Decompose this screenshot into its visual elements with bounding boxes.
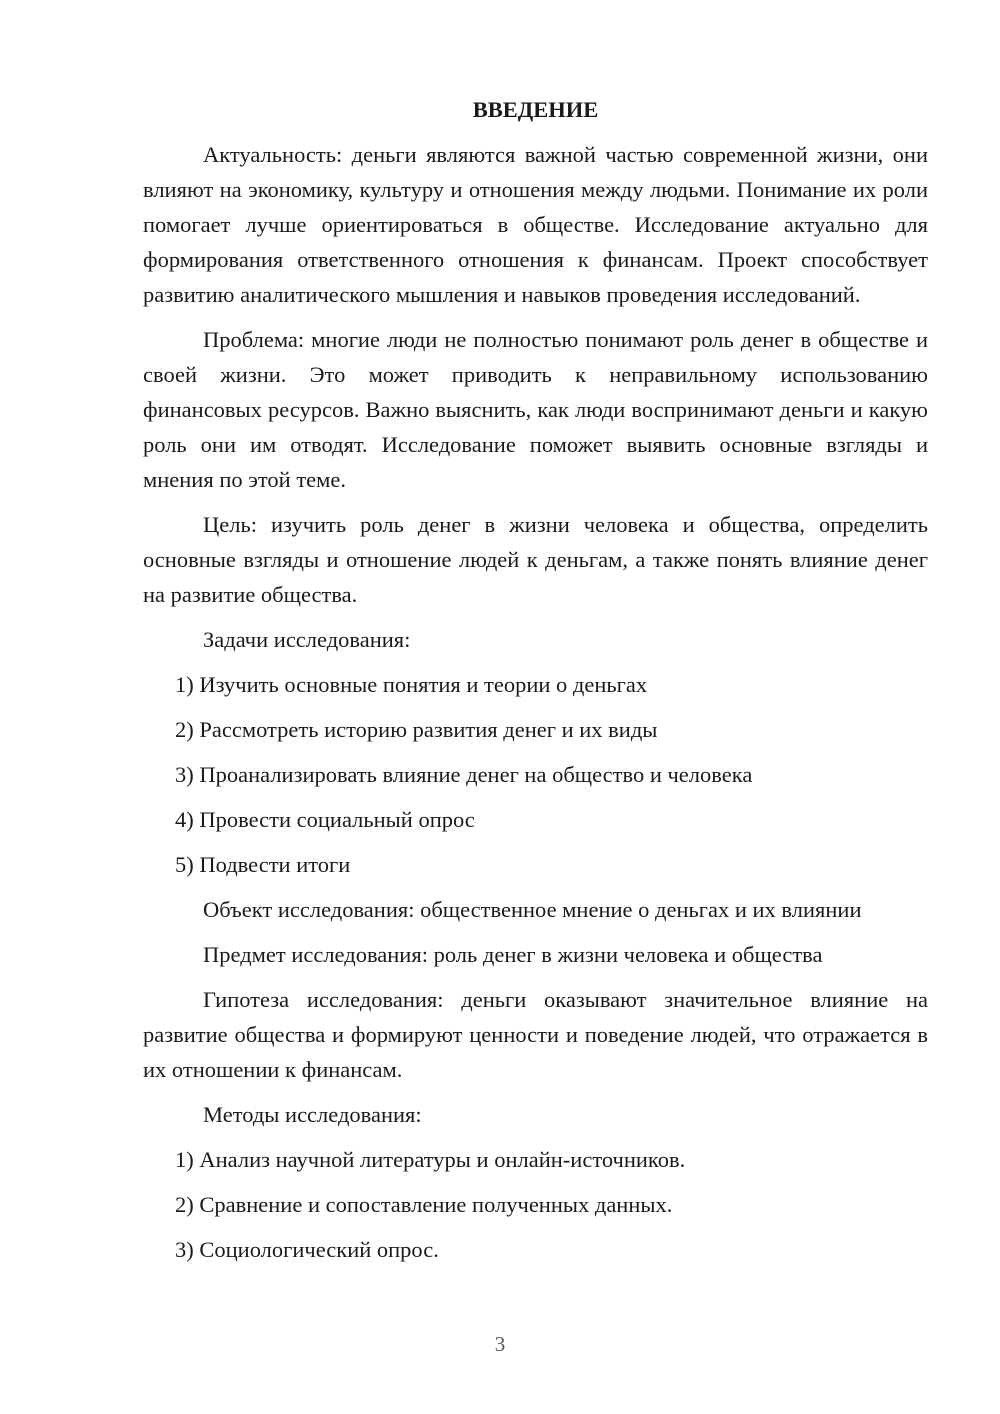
methods-list <box>143 1142 928 1267</box>
list-item: 1) Изучить основные понятия и теории о деньгах <box>175 672 648 697</box>
section-title: ВВЕДЕНИЕ <box>472 97 599 122</box>
tasks-list <box>143 667 928 882</box>
goal-paragraph: Цель: изучить роль денег в жизни человека и общества, определить основные взгляды и отношение людей к деньгам, а также понять влияние денег на развитие общества. <box>143 512 928 607</box>
subject-line: Предмет исследования: роль денег в жизни человека и общества <box>203 942 823 967</box>
problem-paragraph: Проблема: многие люди не полностью понимают роль денег в обществе и своей жизни. Это может приводить к неправильному использованию финансовых ресурсов. Важно выяснить, как люди воспринимают деньги и какую роль они им отводят. Исследование поможет выявить основные взгляды и мнения по этой теме. <box>143 327 928 492</box>
tasks-heading: Задачи исследования: <box>203 627 411 652</box>
list-item: 1) Анализ научной литературы и онлайн-источников. <box>175 1147 686 1172</box>
list-item: 3) Социологический опрос. <box>175 1237 439 1262</box>
hypothesis-paragraph: Гипотеза исследования: деньги оказывают значительное влияние на развитие общества и формируют ценности и поведение людей, что отражается в их отношении к финансам. <box>143 987 928 1082</box>
list-item: 2) Рассмотреть историю развития денег и их виды <box>175 717 658 742</box>
methods-heading: Методы исследования: <box>203 1102 422 1127</box>
list-item: 3) Проанализировать влияние денег на общество и человека <box>175 762 753 787</box>
list-item: 5) Подвести итоги <box>175 852 351 877</box>
list-item: 2) Сравнение и сопоставление полученных данных. <box>175 1192 673 1217</box>
object-line: Объект исследования: общественное мнение о деньгах и их влиянии <box>203 897 862 922</box>
list-item: 4) Провести социальный опрос <box>175 807 475 832</box>
relevance-paragraph: Актуальность: деньги являются важной частью современной жизни, они влияют на экономику, культуру и отношения между людьми. Понимание их роли помогает лучше ориентироваться в обществе. Исследование актуально для формирования ответственного отношения к финансам. Проект способствует развитию аналитического мышления и навыков проведения исследований. <box>143 142 928 307</box>
document-page <box>143 92 928 1277</box>
page-number: 3 <box>494 1332 506 1356</box>
